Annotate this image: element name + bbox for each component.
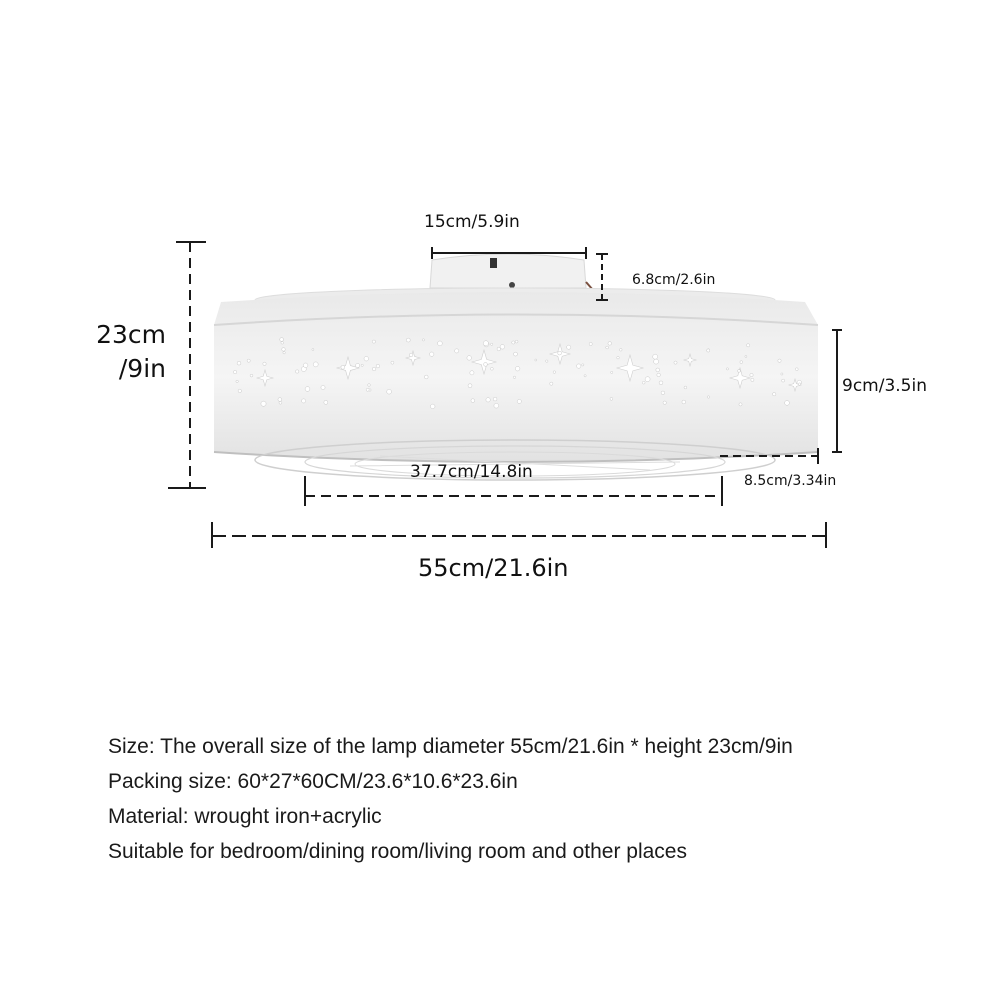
dot-cutout: [283, 352, 285, 354]
dot-cutout: [296, 370, 299, 373]
shade-height-label: 9cm/3.5in: [842, 376, 927, 396]
dot-cutout: [608, 342, 612, 346]
dot-cutout: [750, 373, 753, 376]
dot-cutout: [422, 339, 424, 341]
dot-cutout: [663, 401, 666, 404]
dot-cutout: [471, 399, 475, 403]
dot-cutout: [368, 384, 371, 387]
dot-cutout: [514, 352, 518, 356]
dot-cutout: [281, 342, 284, 345]
dot-cutout: [236, 380, 238, 382]
dot-cutout: [745, 356, 747, 358]
dot-cutout: [261, 401, 266, 406]
dot-cutout: [467, 356, 472, 361]
dot-cutout: [491, 367, 494, 370]
dot-cutout: [372, 367, 376, 371]
dot-cutout: [312, 349, 314, 351]
dot-cutout: [313, 362, 318, 367]
dot-cutout: [707, 349, 710, 352]
bottom-depth-label: 8.5cm/3.34in: [744, 473, 837, 489]
dot-cutout: [515, 340, 518, 343]
dot-cutout: [406, 338, 410, 342]
dot-cutout: [773, 393, 776, 396]
dot-cutout: [493, 397, 497, 401]
dot-cutout: [238, 389, 241, 392]
spec-packing-size: Packing size: 60*27*60CM/23.6*10.6*23.6in: [108, 770, 518, 793]
canopy-height-label: 6.8cm/2.6in: [632, 272, 716, 288]
dot-cutout: [484, 363, 488, 367]
dot-cutout: [781, 373, 783, 375]
dot-cutout: [747, 344, 750, 347]
dot-cutout: [740, 361, 743, 364]
dot-cutout: [455, 349, 459, 353]
dot-cutout: [611, 371, 613, 373]
dot-cutout: [515, 366, 520, 371]
dot-cutout: [424, 375, 428, 379]
dot-cutout: [361, 364, 363, 366]
dot-cutout: [653, 354, 658, 359]
dot-cutout: [278, 398, 282, 402]
dot-cutout: [376, 364, 380, 368]
dot-cutout: [250, 374, 253, 377]
dot-cutout: [263, 362, 266, 365]
dot-cutout: [682, 400, 686, 404]
dot-cutout: [321, 385, 325, 389]
dot-cutout: [391, 361, 394, 364]
dot-cutout: [364, 356, 369, 361]
dot-cutout: [617, 356, 620, 359]
dot-cutout: [707, 396, 709, 398]
dot-cutout: [233, 370, 236, 373]
dot-cutout: [372, 340, 375, 343]
dot-cutout: [645, 377, 650, 382]
dot-cutout: [280, 338, 284, 342]
dot-cutout: [558, 351, 562, 355]
dot-cutout: [778, 359, 781, 362]
dot-cutout: [674, 361, 677, 364]
dot-cutout: [606, 346, 609, 349]
dot-cutout: [494, 403, 499, 408]
dot-cutout: [387, 389, 392, 394]
dot-cutout: [550, 382, 553, 385]
dot-cutout: [582, 364, 584, 366]
dot-cutout: [654, 359, 659, 364]
dot-cutout: [661, 391, 665, 395]
dot-cutout: [486, 398, 490, 402]
dot-cutout: [430, 404, 435, 409]
dot-cutout: [279, 401, 282, 404]
canopy-width-label: 15cm/5.9in: [424, 212, 520, 232]
dot-cutout: [726, 368, 728, 370]
dot-cutout: [409, 353, 413, 357]
dot-cutout: [546, 360, 548, 362]
dot-cutout: [305, 387, 310, 392]
dot-cutout: [589, 342, 592, 345]
spec-material: Material: wrought iron+acrylic: [108, 805, 382, 828]
dot-cutout: [497, 347, 501, 351]
dot-cutout: [785, 401, 790, 406]
dot-cutout: [738, 370, 741, 373]
product-specifications: [108, 729, 988, 869]
dot-cutout: [567, 345, 571, 349]
dot-cutout: [659, 381, 663, 385]
dot-cutout: [517, 399, 521, 403]
dot-cutout: [642, 381, 645, 384]
dot-cutout: [282, 348, 286, 352]
dot-cutout: [610, 398, 613, 401]
dot-cutout: [324, 400, 328, 404]
dot-cutout: [303, 363, 308, 368]
dot-cutout: [430, 352, 434, 356]
height-cm: 23cm: [96, 320, 166, 349]
inner-diameter-label: 37.7cm/14.8in: [410, 462, 533, 482]
dot-cutout: [468, 384, 472, 388]
dot-cutout: [798, 383, 800, 385]
height-in: /9in: [118, 354, 166, 383]
dot-cutout: [470, 371, 474, 375]
dot-cutout: [620, 349, 623, 352]
dot-cutout: [500, 345, 505, 350]
dot-cutout: [577, 364, 581, 368]
spec-suitable-for: Suitable for bedroom/dining room/living room and other places: [108, 840, 687, 863]
dot-cutout: [341, 365, 345, 369]
dot-cutout: [656, 368, 660, 372]
dot-cutout: [438, 341, 443, 346]
dot-cutout: [684, 386, 687, 389]
dot-cutout: [657, 373, 661, 377]
dot-cutout: [553, 371, 556, 374]
dot-cutout: [302, 399, 306, 403]
height-dimension-label: [92, 318, 166, 386]
dot-cutout: [535, 359, 537, 361]
lamp-shade: [214, 288, 818, 462]
diameter-label: 55cm/21.6in: [418, 554, 569, 582]
dot-cutout: [584, 375, 586, 377]
dot-cutout: [513, 376, 515, 378]
spec-size: Size: The overall size of the lamp diameter 55cm/21.6in * height 23cm/9in: [108, 735, 793, 758]
dot-cutout: [483, 341, 488, 346]
dot-cutout: [512, 341, 515, 344]
dot-cutout: [356, 363, 360, 367]
dot-cutout: [795, 368, 798, 371]
dot-cutout: [782, 379, 785, 382]
dot-cutout: [366, 388, 369, 391]
dot-cutout: [751, 378, 754, 381]
dot-cutout: [247, 359, 250, 362]
dot-cutout: [739, 403, 742, 406]
dot-cutout: [491, 343, 493, 345]
dot-cutout: [237, 361, 241, 365]
